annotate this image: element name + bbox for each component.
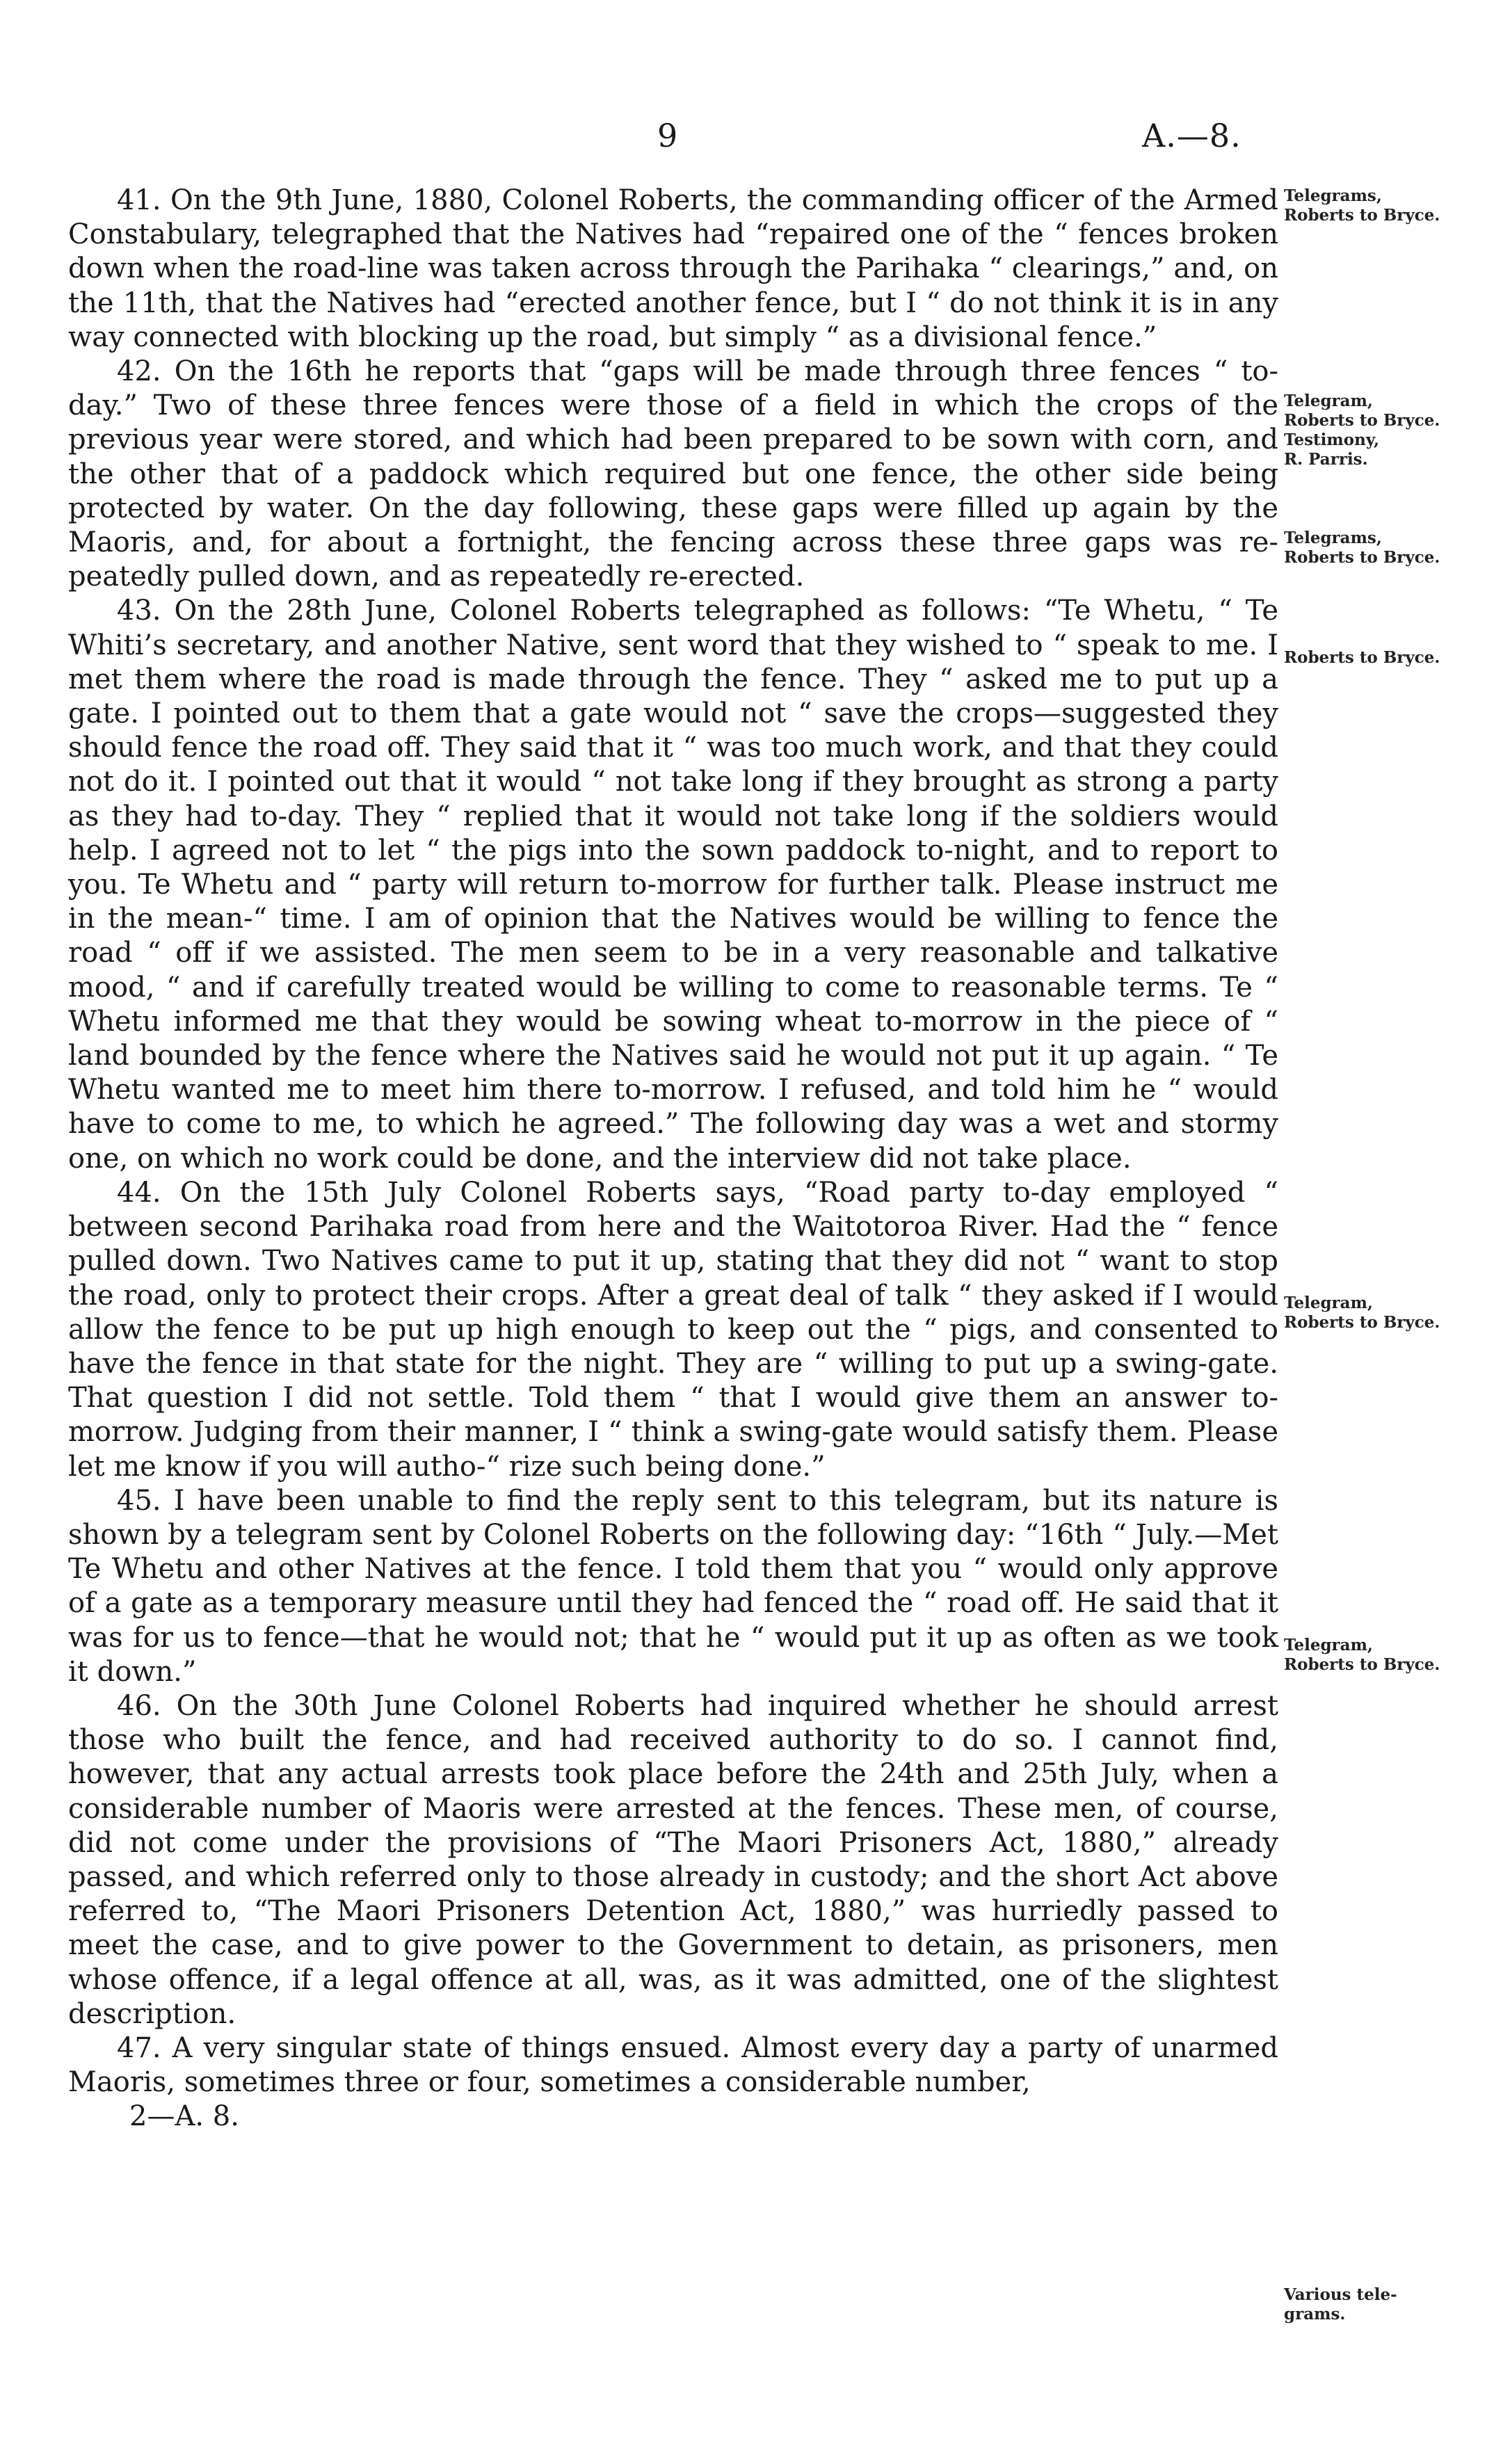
paragraph-number: 46.	[117, 1689, 161, 1722]
paragraph-text: On the 28th June, Colonel Roberts telegraphed as follows: “Te Whetu, “ Te Whiti’s secretary, and another Native, sent word that they wished to “ speak to me. I met them where the road is made through the fence. They “ asked me to put up a gate. I pointed out to them that a gate would not “ save the crops—suggested they should fence the road off. They said that it “ was too much work, and that they could not do it. I pointed out that it would “ not take long if they brought as strong a party as they had to-day. They “ replied that it would not take long if the soldiers would help. I agreed not to let “ the pigs into the sown paddock to-night, and to report to you. Te Whetu and “ party will return to-morrow for further talk. Please instruct me in the mean-“ time. I am of opinion that the Natives would be willing to fence the road “ off if we assisted. The men seem to be in a very reasonable and talkative mood, “ and if carefully treated would be willing to come to reasonable terms. Te “ Whetu informed me that they would be sowing wheat to-morrow in the piece of “ land bounded by the fence where the Natives said he would not put it up again. “ Te Whetu wanted me to meet him there to-morrow. I refused, and told him he “ would have to come to me, to which he agreed.” The following day was a wet and stormy one, on which no work could be done, and the interview did not take place.	[68, 595, 1278, 1175]
margin-note-5: Telegram, Roberts to Bryce.	[1284, 1294, 1440, 1332]
main-text	[68, 184, 1278, 2134]
paragraph-text: On the 16th he reports that “gaps will be made through three fences “ to-day.” Two of these three fences were those of a field in which the crops of the previous year were stored, and which had been prepared to be sown with corn, and the other that of a paddock which required but one fence, the other side being protected by water. On the day following, these gaps were filled up again by the Maoris, and, for about a fortnight, the fencing across these three gaps was re-peatedly pulled down, and as repeatedly re-erected.	[68, 355, 1278, 593]
margin-note-7: Various tele- grams.	[1284, 2285, 1397, 2324]
paragraph-number: 45.	[117, 1484, 161, 1517]
paragraph-number: 41.	[117, 184, 161, 216]
margin-note-2: Telegram, Roberts to Bryce. Testimony, R. Parris.	[1284, 392, 1440, 469]
paragraph-41	[68, 184, 1278, 355]
paragraph-text: I have been unable to find the reply sent to this telegram, but its nature is shown by a telegram sent by Colonel Roberts on the following day: “16th “ July.—Met Te Whetu and other Natives at the fence. I told them that you “ would only approve of a gate as a temporary measure until they had fenced the “ road off. He said that it was for us to fence—that he would not; that he “ would put it up as often as we took it down.”	[68, 1484, 1278, 1688]
paragraph-number: 42.	[117, 355, 161, 388]
paragraph-46	[68, 1689, 1278, 2031]
page-number: 9	[657, 117, 679, 154]
paragraph-42	[68, 355, 1278, 594]
paragraph-44	[68, 1176, 1278, 1484]
sheet-signature: 2—A. 8.	[129, 2100, 239, 2133]
paragraph-text: On the 30th June Colonel Roberts had inquired whether he should arrest those who built the fence, and had received authority to do so. I cannot find, however, that any actual arrests took place before the 24th and 25th July, when a considerable number of Maoris were arrested at the fences. These men, of course, did not come under the provisions of “The Maori Prisoners Act, 1880,” already passed, and which referred only to those already in custody; and the short Act above referred to, “The Maori Prisoners Detention Act, 1880,” was hurriedly passed to meet the case, and to give power to the Government to detain, as prisoners, men whose offence, if a legal offence at all, was, as it was admitted, one of the slightest description.	[68, 1689, 1279, 2030]
paragraph-text: A very singular state of things ensued. Almost every day a party of unarmed Maoris, sometimes three or four, sometimes a considerable number,	[68, 2031, 1278, 2099]
document-reference: A.—8.	[1142, 117, 1241, 154]
paragraph-45	[68, 1484, 1278, 1689]
paragraph-47	[68, 2031, 1278, 2100]
paragraph-number: 47.	[117, 2031, 161, 2064]
margin-note-3: Telegrams, Roberts to Bryce.	[1284, 529, 1440, 567]
margin-note-4: Roberts to Bryce.	[1284, 648, 1440, 667]
margin-note-1: Telegrams, Roberts to Bryce.	[1284, 186, 1440, 225]
paragraph-text: On the 15th July Colonel Roberts says, “Road party to-day employed “ between second Parihaka road from here and the Waitotoroa River. Had the “ fence pulled down. Two Natives came to put it up, stating that they did not “ want to stop the road, only to protect their crops. After a great deal of talk “ they asked if I would allow the fence to be put up high enough to keep out the “ pigs, and consented to have the fence in that state for the night. They are “ willing to put up a swing-gate. That question I did not settle. Told them “ that I would give them an answer to-morrow. Judging from their manner, I “ think a swing-gate would satisfy them. Please let me know if you will autho-“ rize such being done.”	[68, 1176, 1279, 1483]
paragraph-number: 43.	[117, 595, 161, 627]
margin-note-6: Telegram, Roberts to Bryce.	[1284, 1636, 1440, 1674]
paragraph-43	[68, 594, 1278, 1175]
paragraph-number: 44.	[117, 1176, 161, 1209]
paragraph-text: On the 9th June, 1880, Colonel Roberts, the commanding officer of the Armed Constabulary, telegraphed that the Natives had “repaired one of the “ fences broken down when the road-line was taken across through the Parihaka “ clearings,” and, on the 11th, that the Natives had “erected another fence, but I “ do not think it is in any way connected with blocking up the road, but simply “ as a divisional fence.”	[68, 184, 1278, 353]
